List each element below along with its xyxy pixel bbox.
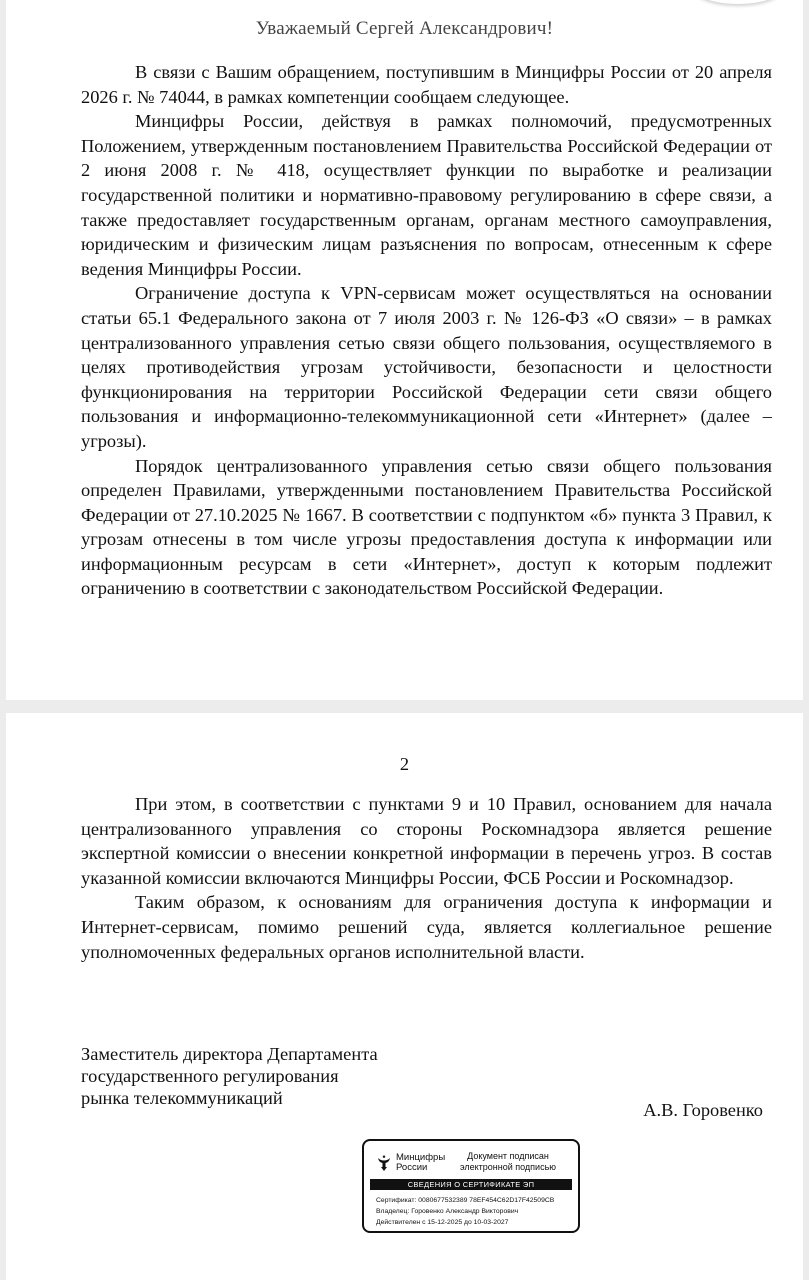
stamp-details bbox=[376, 1195, 554, 1228]
page-2 bbox=[6, 713, 803, 1280]
corner-decoration bbox=[693, 0, 783, 4]
stamp-certificate: Сертификат: 0080677532389 78EF454C62D17F42509CB bbox=[376, 1197, 555, 1204]
stamp-valid: Действителен с 15-12-2025 до 10-03-2027 bbox=[376, 1219, 509, 1226]
stamp-signed-line: Документ подписан bbox=[467, 1151, 549, 1161]
page-1 bbox=[6, 0, 803, 700]
paragraph: При этом, в соответствии с пунктами 9 и 10 Правил, основанием для начала централизованного управления со стороны Роскомнадзора является решение экспертной комиссии о внесении конкретной информации в перечень угроз. В состав указанной комиссии включаются Минцифры России, ФСБ России и Роскомнадзор. bbox=[81, 794, 772, 888]
stamp-org-line: России bbox=[396, 1162, 428, 1173]
stamp-owner: Владелец: Горовенко Александр Викторович bbox=[376, 1208, 519, 1215]
stamp-org bbox=[396, 1153, 445, 1173]
signer-title bbox=[81, 1043, 501, 1109]
paragraph: Порядок централизованного управления сетью связи общего пользования определен Правилами, утвержденными постановлением Правительства Российской Федерации от 27.10.2025 № 1667. В соответствии с подпунктом «б» пункта 3 Правил, к угрозам отнесены в том числе угрозы предоставления доступа к информации или информационным ресурсам в сети «Интернет», доступ к которым подлежит ограничению в соответствии с законодательством Российской Федерации. bbox=[81, 455, 772, 599]
e-signature-stamp bbox=[362, 1139, 580, 1233]
paragraph: Минцифры России, действуя в рамках полномочий, предусмотренных Положением, утвержденным постановлением Правительства Российской Федерации от 2 июня 2008 г. № 418, осуществляет функции по выработке и реализации государственной политики и нормативно-правовому регулированию в сфере связи, а также предоставляет государственным органам, органам местного самоуправления, юридическим и физическим лицам разъяснения по вопросам, отнесенным к сфере ведения Минцифры России. bbox=[81, 111, 772, 279]
signer-title-line: государственного регулирования bbox=[81, 1066, 339, 1086]
greeting: Уважаемый Сергей Александрович! bbox=[255, 18, 554, 39]
signer-title-line: рынка телекоммуникаций bbox=[81, 1088, 283, 1108]
stamp-org-line: Минцифры bbox=[396, 1152, 446, 1163]
stamp-signed-note bbox=[448, 1151, 568, 1173]
page-2-body bbox=[81, 792, 772, 964]
signer-title-line: Заместитель директора Департамента bbox=[81, 1044, 378, 1064]
paragraph: Таким образом, к основаниям для ограничения доступа к информации и Интернет-сервисам, помимо решений суда, является коллегиальное решение уполномоченных федеральных органов исполнительной власти. bbox=[81, 892, 772, 962]
stamp-signed-line: электронной подписью bbox=[459, 1162, 557, 1172]
eagle-emblem-icon bbox=[376, 1154, 392, 1172]
stamp-certificate-header: СВЕДЕНИЯ О СЕРТИФИКАТЕ ЭП bbox=[370, 1179, 572, 1190]
paragraph: Ограничение доступа к VPN-сервисам может осуществляться на основании статьи 65.1 Федерального закона от 7 июля 2003 г. № 126-ФЗ «О связи» – в рамках централизованного управления сетью связи общего пользования, осуществляемого в целях противодействия угрозам устойчивости, безопасности и целостности функционирования на территории Российской Федерации сети связи общего пользования и информационно-телекоммуникационной сети «Интернет» (далее – угрозы). bbox=[81, 283, 772, 451]
page-1-body bbox=[81, 60, 772, 601]
paragraph: В связи с Вашим обращением, поступившим в Минцифры России от 20 апреля 2026 г. № 74044, в рамках компетенции сообщаем следующее. bbox=[81, 62, 772, 107]
signer-name: А.В. Горовенко bbox=[643, 1100, 763, 1120]
stamp-logo bbox=[376, 1153, 445, 1173]
page-number: 2 bbox=[399, 754, 410, 774]
